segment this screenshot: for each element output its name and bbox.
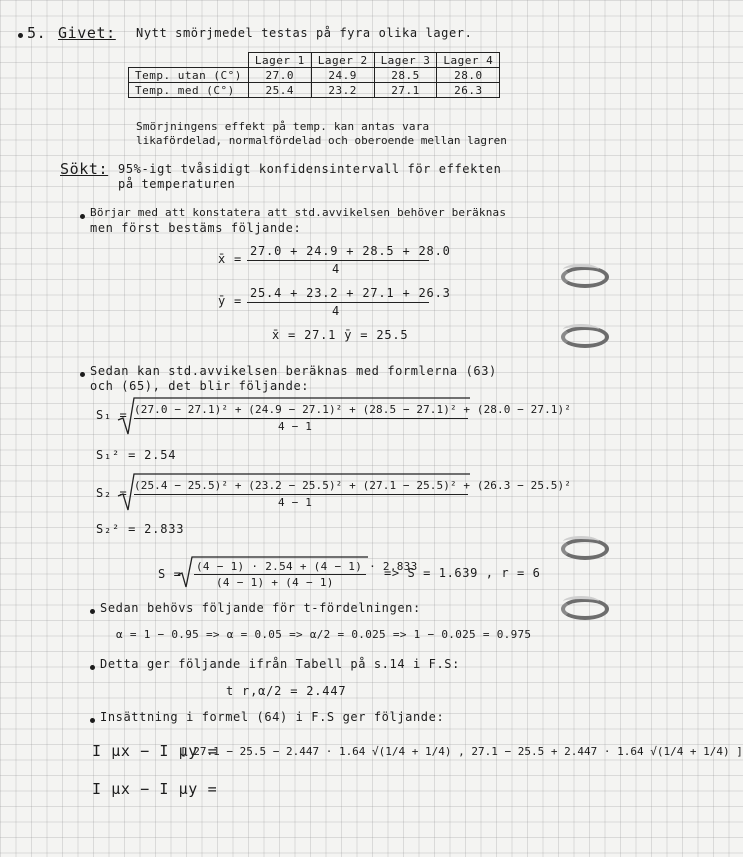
- table-row: [129, 83, 500, 98]
- table-cell: 28.5: [374, 68, 437, 83]
- xbar-denominator: 4: [332, 262, 341, 276]
- table-cell: 24.9: [311, 68, 374, 83]
- table-header: Lager 4: [437, 53, 500, 68]
- table-cell: 23.2: [311, 83, 374, 98]
- xbar-lhs: x̄ =: [218, 252, 243, 266]
- step3-line-1: Sedan behövs följande för t-fördelningen:: [100, 601, 421, 615]
- step1-line-1: Börjar med att konstatera att std.avvikelsen behöver beräknas: [90, 206, 507, 219]
- s2-squared: S₂² = 2.833: [96, 522, 185, 536]
- xbar-numerator: 27.0 + 24.9 + 28.5 + 28.0: [250, 244, 451, 258]
- assumption-line-1: Smörjningens effekt på temp. kan antas vara: [136, 120, 430, 133]
- data-table: [128, 52, 500, 98]
- step5-line-1: Insättning i formel (64) i F.S ger följande:: [100, 710, 445, 724]
- s1-squared: S₁² = 2.54: [96, 448, 177, 462]
- sokt-line-1: 95%-igt tvåsidigt konfidensintervall för effekten: [118, 162, 502, 176]
- table-header: Lager 3: [374, 53, 437, 68]
- bullet: [80, 214, 85, 219]
- s2-lhs: S₂ =: [96, 486, 128, 500]
- givet-text: Nytt smörjmedel testas på fyra olika lager.: [136, 26, 473, 40]
- binder-ring: [561, 262, 603, 288]
- s1-numerator: (27.0 − 27.1)² + (24.9 − 27.1)² + (28.5 − 27.1)² + (28.0 − 27.1)²: [134, 403, 571, 416]
- binder-ring: [561, 322, 603, 348]
- bullet: [80, 372, 85, 377]
- row-label: Temp. utan (C°): [129, 68, 249, 83]
- givet-label: Givet:: [58, 24, 116, 42]
- ci-expression: [ 27.1 − 25.5 − 2.447 · 1.64 √(1/4 + 1/4) , 27.1 − 25.5 + 2.447 · 1.64 √(1/4 + 1/4) ]: [180, 745, 743, 758]
- step2-line-2: och (65), det blir följande:: [90, 379, 310, 393]
- s-denominator: (4 − 1) + (4 − 1): [216, 576, 334, 589]
- step2-line-1: Sedan kan std.avvikelsen beräknas med formlerna (63): [90, 364, 497, 378]
- table-cell: 28.0: [437, 68, 500, 83]
- bullet: [18, 33, 23, 38]
- s-lhs: S =: [158, 567, 182, 581]
- problem-number: 5.: [27, 24, 47, 42]
- ci-lhs: I μx − I μy =: [92, 742, 218, 760]
- step1-line-2: men först bestäms följande:: [90, 221, 302, 235]
- sokt-label: Sökt:: [60, 160, 109, 178]
- final-lhs: I μx − I μy =: [92, 780, 218, 798]
- bullet: [90, 665, 95, 670]
- bullet: [90, 718, 95, 723]
- table-cell: 27.0: [248, 68, 311, 83]
- ybar-denominator: 4: [332, 304, 341, 318]
- table-row: [129, 68, 500, 83]
- s-numerator: (4 − 1) · 2.54 + (4 − 1) · 2.833: [196, 560, 418, 573]
- s2-numerator: (25.4 − 25.5)² + (23.2 − 25.5)² + (27.1 − 25.5)² + (26.3 − 25.5)²: [134, 479, 571, 492]
- s-result: => S = 1.639 , r = 6: [384, 566, 541, 580]
- sokt-line-2: på temperaturen: [118, 177, 236, 191]
- s1-denominator: 4 − 1: [278, 420, 313, 433]
- t-value: t r,α/2 = 2.447: [226, 684, 347, 698]
- alpha-line: α = 1 − 0.95 => α = 0.05 => α/2 = 0.025 => 1 − 0.025 = 0.975: [116, 628, 532, 641]
- table-cell: 27.1: [374, 83, 437, 98]
- table-cell: 26.3: [437, 83, 500, 98]
- means-result: x̄ = 27.1 ȳ = 25.5: [272, 328, 409, 342]
- table-header: Lager 1: [248, 53, 311, 68]
- s2-denominator: 4 − 1: [278, 496, 313, 509]
- binder-ring: [561, 534, 603, 560]
- ybar-numerator: 25.4 + 23.2 + 27.1 + 26.3: [250, 286, 451, 300]
- bullet: [90, 609, 95, 614]
- assumption-line-2: likafördelad, normalfördelad och oberoende mellan lagren: [136, 134, 507, 147]
- binder-ring: [561, 594, 603, 620]
- s1-lhs: S₁ =: [96, 408, 128, 422]
- step4-line-1: Detta ger följande ifrån Tabell på s.14 i F.S:: [100, 657, 460, 671]
- row-label: Temp. med (C°): [129, 83, 249, 98]
- table-corner: [129, 53, 249, 68]
- table-header: Lager 2: [311, 53, 374, 68]
- table-cell: 25.4: [248, 83, 311, 98]
- ybar-lhs: ȳ =: [218, 294, 243, 308]
